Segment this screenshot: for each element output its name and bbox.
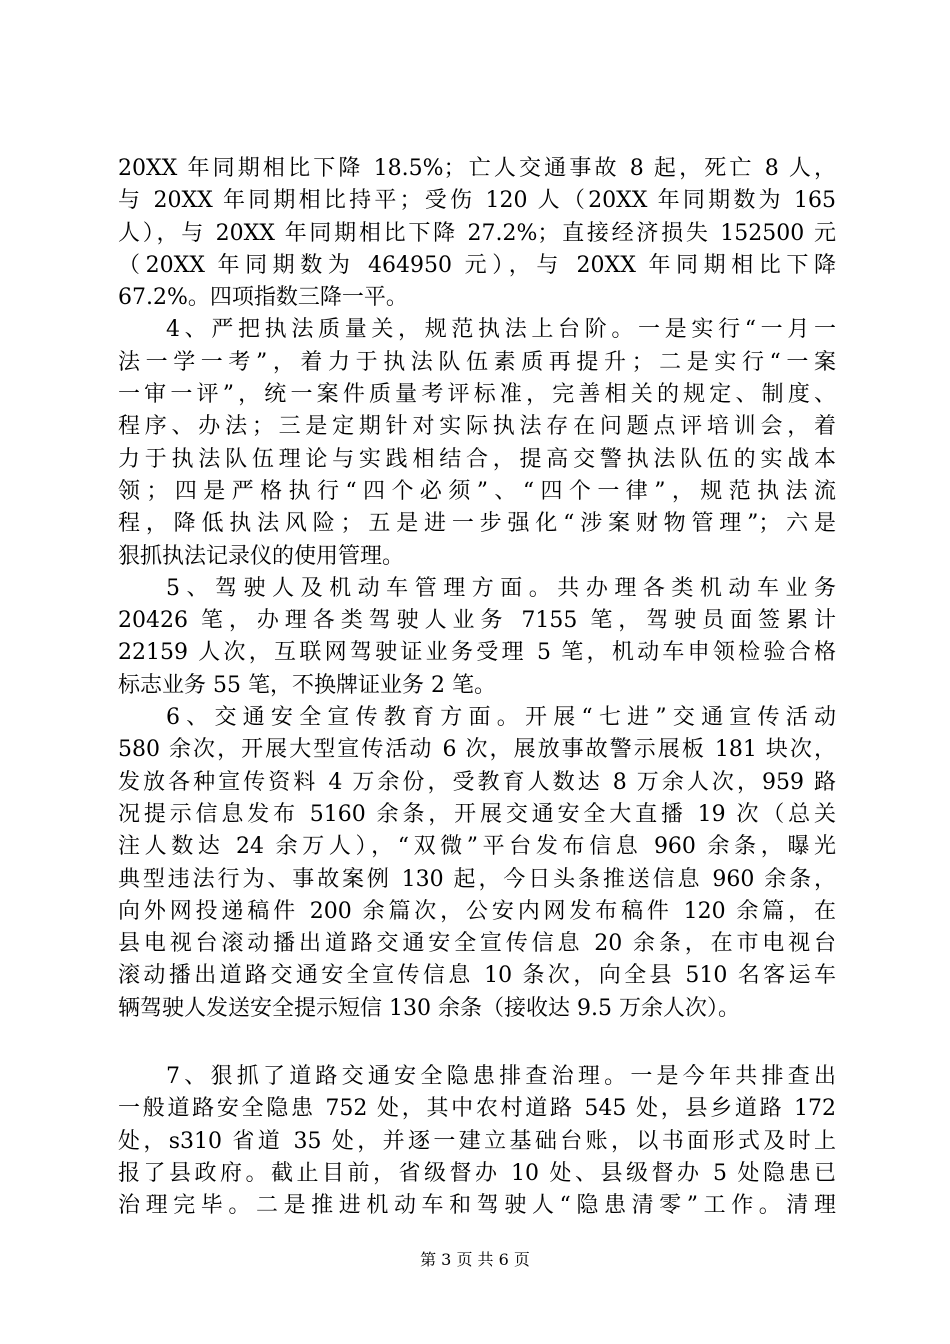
text-line: 发放各种宣传资料 4 万余份，受教育人数达 8 万余人次，959 路 [118,769,836,795]
text-line: 4、严把执法质量关，规范执法上台阶。一是实行“一月一 [166,317,836,343]
text-line: 20426 笔，办理各类驾驶人业务 7155 笔，驾驶员面签累计 [118,608,836,634]
text-line: 5、驾驶人及机动车管理方面。共办理各类机动车业务 [166,575,836,601]
text-line: 报了县政府。截止目前，省级督办 10 处、县级督办 5 处隐患已 [118,1160,836,1186]
text-line: 治理完毕。二是推进机动车和驾驶人“隐患清零”工作。清理 [118,1193,836,1219]
text-line: 辆驾驶人发送安全提示短信 130 余条（接收达 9.5 万余人次）。 [118,995,740,1021]
text-line: 力于执法队伍理论与实践相结合，提高交警执法队伍的实战本 [118,446,836,472]
page-number: 第 3 页 共 6 页 [420,1250,530,1269]
page-footer [0,1250,950,1270]
paragraph-vehicle-management [118,573,836,702]
text-line: 67.2%。四项指数三降一平。 [118,285,408,311]
paragraph-hazard-inspection [118,1061,836,1222]
document-body [118,153,836,1223]
paragraph-law-enforcement [118,314,836,572]
paragraph-spacer [118,1025,836,1061]
text-line: 狠抓执法记录仪的使用管理。 [118,543,405,569]
text-line: 注人数达 24 余万人），“双微”平台发布信息 960 余条，曝光 [118,834,836,860]
text-line: 典型违法行为、事故案例 130 起，今日头条推送信息 960 余条， [118,866,836,892]
text-line: 22159 人次，互联网驾驶证业务受理 5 笔，机动车申领检验合格 [118,640,836,666]
text-line: 一审一评”，统一案件质量考评标准，完善相关的规定、制度、 [118,382,836,408]
text-line: 领；四是严格执行“四个必须”、“四个一律”，规范执法流 [118,478,836,504]
text-line: 向外网投递稿件 200 余篇次，公安内网发布稿件 120 余篇，在 [118,898,836,924]
text-line: 县电视台滚动播出道路交通安全宣传信息 20 余条，在市电视台 [118,931,836,957]
text-line: 人），与 20XX 年同期相比下降 27.2%；直接经济损失 152500 元 [118,220,836,246]
text-line: 7、狠抓了道路交通安全隐患排查治理。一是今年共排查出 [166,1064,836,1090]
text-line: 一般道路安全隐患 752 处，其中农村道路 545 处，县乡道路 172 [118,1096,836,1122]
text-line: 程序、办法；三是定期针对实际执法存在问题点评培训会，着 [118,414,836,440]
text-line: 20XX 年同期相比下降 18.5%；亡人交通事故 8 起，死亡 8 人， [118,156,836,181]
text-line: 法一学一考”，着力于执法队伍素质再提升；二是实行“一案 [118,349,836,375]
text-line: 滚动播出道路交通安全宣传信息 10 条次，向全县 510 名客运车 [118,963,836,989]
paragraph-safety-education [118,702,836,1025]
text-line: 6、交通安全宣传教育方面。开展“七进”交通宣传活动 [166,705,836,731]
paragraph-accident-stats [118,153,836,314]
text-line: 况提示信息发布 5160 余条，开展交通安全大直播 19 次（总关 [118,801,836,827]
text-line: 标志业务 55 笔，不换牌证业务 2 笔。 [118,672,496,698]
text-line: 与 20XX 年同期相比持平；受伤 120 人（20XX 年同期数为 165 [118,188,836,214]
text-line: 580 余次，开展大型宣传活动 6 次，展放事故警示展板 181 块次， [118,737,836,763]
text-line: 处，s310 省道 35 处，并逐一建立基础台账，以书面形式及时上 [118,1128,836,1154]
text-line: 程，降低执法风险；五是进一步强化“涉案财物管理”；六是 [118,511,836,537]
text-line: （20XX 年同期数为 464950 元），与 20XX 年同期相比下降 [118,252,836,278]
